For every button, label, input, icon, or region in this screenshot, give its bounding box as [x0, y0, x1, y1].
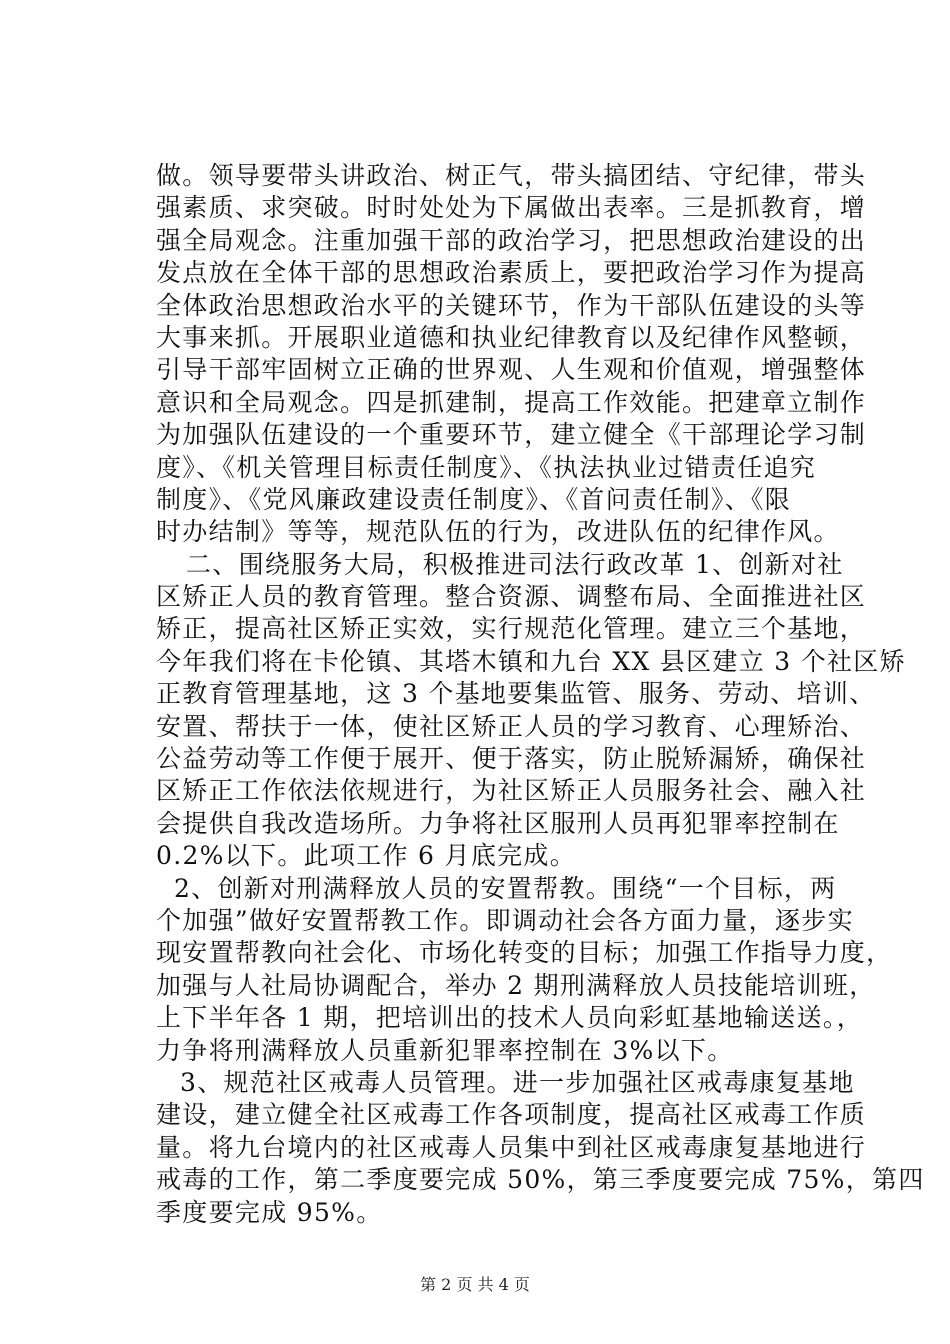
text-line: 时办结制》等等，规范队伍的行为，改进队伍的纪律作风。 — [156, 517, 840, 547]
text-line: 建设，建立健全社区戒毒工作各项制度，提高社区戒毒工作质 — [156, 1100, 867, 1130]
text-line: 加强与人社局协调配合，举办 2 期刑满释放人员技能培训班， — [156, 970, 876, 1000]
text-line: 现安置帮教向社会化、市场化转变的目标；加强工作指导力度， — [156, 938, 893, 968]
text-line: 矫正，提高社区矫正实效，实行规范化管理。建立三个基地， — [156, 614, 867, 644]
text-line: 季度要完成 95%。 — [156, 1197, 383, 1227]
text-line: 区矫正工作依法依规进行，为社区矫正人员服务社会、融入社 — [156, 776, 867, 806]
text-line: 会提供自我改造场所。力争将社区服刑人员再犯罪率控制在 — [156, 808, 840, 838]
text-line: 制度》、《党风廉政建设责任制度》、《首问责任制》、《限 — [156, 484, 792, 514]
text-line: 上下半年各 1 期，把培训出的技术人员向彩虹基地输送送。， — [156, 1003, 864, 1033]
paragraph-start-line: 3、规范社区戒毒人员管理。进一步加强社区戒毒康复基地 — [180, 1067, 855, 1097]
text-line: 全体政治思想政治水平的关键环节，作为干部队伍建设的头等 — [156, 290, 867, 320]
text-line: 强全局观念。注重加强干部的政治学习，把思想政治建设的出 — [156, 225, 867, 255]
text-line: 为加强队伍建设的一个重要环节，建立健全《干部理论学习制 — [156, 420, 867, 450]
text-line: 大事来抓。开展职业道德和执业纪律教育以及纪律作风整顿， — [156, 322, 867, 352]
text-line: 量。将九台境内的社区戒毒人员集中到社区戒毒康复基地进行 — [156, 1132, 867, 1162]
text-line: 个加强”做好安置帮教工作。即调动社会各方面力量，逐步实 — [156, 905, 854, 935]
text-line: 0.2%以下。此项工作 6 月底完成。 — [156, 841, 577, 871]
text-line: 戒毒的工作，第二季度要完成 50%，第三季度要完成 75%，第四 — [156, 1165, 925, 1195]
text-line: 今年我们将在卡伦镇、其塔木镇和九台 XX 县区建立 3 个社区矫 — [156, 646, 906, 676]
text-line: 强素质、求突破。时时处处为下属做出表率。三是抓教育，增 — [156, 193, 867, 223]
text-line: 正教育管理基地，这 3 个基地要集监管、服务、劳动、培训、 — [156, 679, 876, 709]
text-line: 区矫正人员的教育管理。整合资源、调整布局、全面推进社区 — [156, 582, 867, 612]
text-line: 公益劳动等工作便于展开、便于落实，防止脱矫漏矫，确保社 — [156, 744, 867, 774]
paragraph-start-line: 2、创新对刑满释放人员的安置帮教。围绕“一个目标，两 — [174, 873, 837, 903]
text-line: 力争将刑满释放人员重新犯罪率控制在 3%以下。 — [156, 1035, 734, 1065]
document-body — [156, 160, 925, 1229]
page-number-footer: 第 2 页 共 4 页 — [420, 1275, 530, 1294]
text-line: 做。领导要带头讲政治、树正气，带头搞团结、守纪律，带头 — [156, 161, 867, 190]
text-line: 引导干部牢固树立正确的世界观、人生观和价值观，增强整体 — [156, 355, 867, 385]
text-line: 意识和全局观念。四是抓建制，提高工作效能。把建章立制作 — [156, 387, 867, 417]
text-line: 度》、《机关管理目标责任制度》、《执法执业过错责任追究 — [156, 452, 817, 482]
text-line: 发点放在全体干部的思想政治素质上，要把政治学习作为提高 — [156, 258, 867, 288]
text-line: 安置、帮扶于一体，使社区矫正人员的学习教育、心理矫治、 — [156, 711, 867, 741]
section-heading-line: 二、围绕服务大局，积极推进司法行政改革 1、创新对社 — [186, 549, 844, 579]
